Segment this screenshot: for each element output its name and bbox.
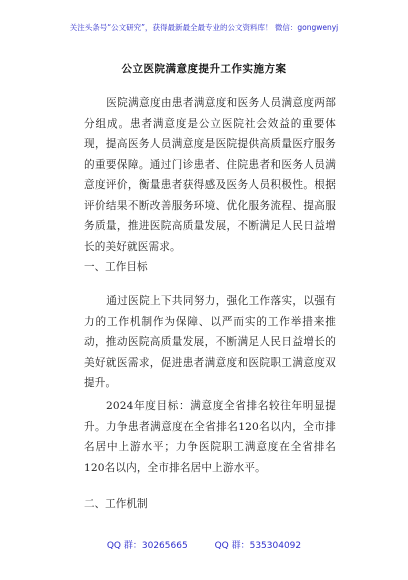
- paragraph-intro: [84, 93, 336, 257]
- paragraph-annual-target: [84, 396, 336, 478]
- footer-contact: [0, 538, 408, 551]
- heading-work-mechanism: [84, 496, 148, 511]
- document-title: 公立医院满意度提升工作实施方案: [121, 63, 287, 75]
- heading-work-goals-text: 一、工作目标: [84, 261, 148, 273]
- paragraph-annual-target-text: 2024年度目标：满意度全省排名较往年明显提升。力争患者满意度在全省排名120名以内，全市排名居中上游水平；力争医院职工满意度在全省排名120名以内，全市排名居中上游水平。: [84, 400, 336, 474]
- footer-qq-group-1: QQ 群：30265665: [106, 541, 188, 551]
- heading-work-goals: [84, 259, 148, 274]
- header-promo-note: 关注头条号“公文研究”，获得最新最全最专业的公文资料库！ 微信：gongwenyj: [69, 23, 339, 32]
- footer-qq-group-2: QQ 群：535304092: [214, 541, 302, 551]
- paragraph-goals-text: 通过医院上下共同努力，强化工作落实，以强有力的工作机制作为保障、以严而实的工作举措来推动，推动医院高质量发展，不断满足人民日益增长的美好就医需求，促进患者满意度和医院职工满意度双提升。: [84, 295, 336, 389]
- heading-work-mechanism-text: 二、工作机制: [84, 498, 148, 510]
- paragraph-intro-text: 医院满意度由患者满意度和医务人员满意度两部分组成。患者满意度是公立医院社会效益的重要体现，提高医务人员满意度是医院提供高质量医疗服务的重要保障。通过门诊患者、住院患者和医务人员满意度评价，衡量患者获得感及医务人员积极性。根据评价结果不断改善服务环境、优化服务流程、提高服务质量，推进医院高质量发展，不断满足人民日益增长的美好就医需求。: [84, 97, 336, 253]
- paragraph-goals: [84, 291, 336, 394]
